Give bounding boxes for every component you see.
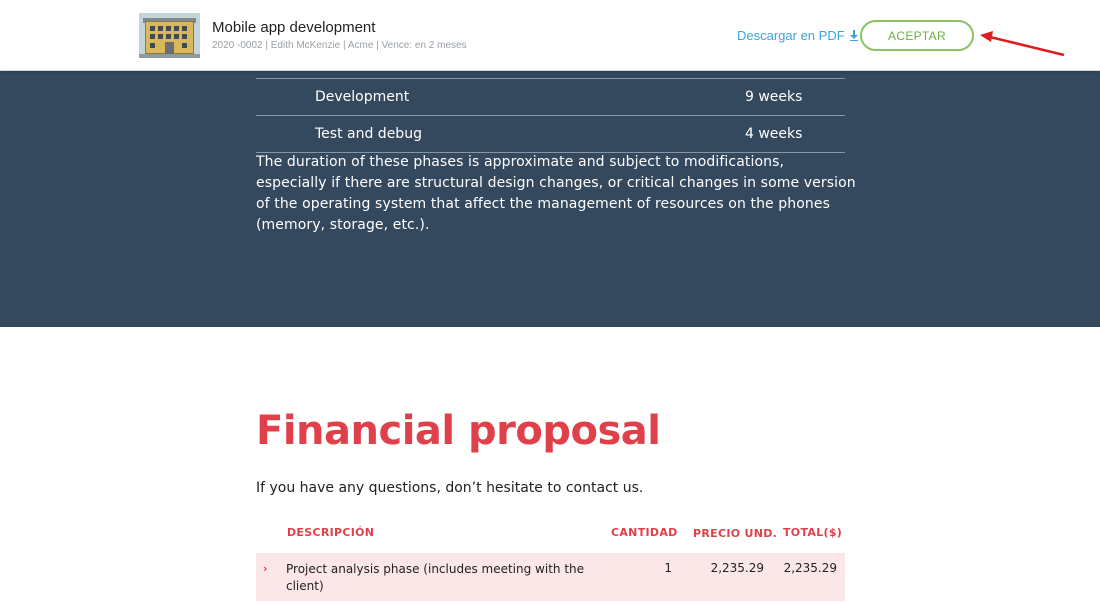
financial-title: Financial proposal bbox=[256, 408, 661, 454]
phase-duration: 4 weeks bbox=[745, 126, 803, 142]
download-pdf-label: Descargar en PDF bbox=[737, 28, 845, 43]
item-unit-price: 2,235.29 bbox=[710, 561, 764, 575]
phase-name: Development bbox=[315, 89, 410, 105]
download-pdf-link[interactable] bbox=[737, 28, 859, 43]
financial-subtitle: If you have any questions, don’t hesitate to contact us. bbox=[256, 480, 644, 496]
download-icon bbox=[850, 30, 859, 41]
accept-button[interactable]: ACEPTAR bbox=[860, 20, 974, 51]
item-description: Project analysis phase (includes meeting with the client) bbox=[286, 562, 585, 593]
phase-duration: 9 weeks bbox=[745, 89, 803, 105]
document-meta: 2020 -0002 | Edith McKenzie | Acme | Vence: en 2 meses bbox=[212, 40, 467, 51]
item-quantity: 1 bbox=[664, 561, 672, 575]
phase-row bbox=[256, 115, 845, 152]
building-logo-icon bbox=[139, 13, 200, 58]
column-header-quantity: CANTIDAD bbox=[611, 526, 678, 539]
document-header bbox=[0, 0, 1100, 71]
red-arrow-annotation bbox=[976, 28, 1068, 62]
column-header-total: TOTAL($) bbox=[783, 526, 843, 539]
phases-note: The duration of these phases is approximate and subject to modifications, especially if there are structural design changes, or critical changes in some version of the operating system that affect the management of resources on the phones (memory, storage, etc.). bbox=[256, 154, 856, 233]
phases-table bbox=[256, 78, 845, 153]
phase-name: Test and debug bbox=[315, 126, 422, 142]
document-title: Mobile app development bbox=[212, 19, 376, 36]
chevron-right-icon[interactable]: › bbox=[263, 562, 268, 575]
phase-row bbox=[256, 78, 845, 115]
table-row[interactable] bbox=[256, 553, 845, 601]
item-total: 2,235.29 bbox=[783, 561, 837, 575]
column-header-unit-price: PRECIO UND. bbox=[693, 527, 778, 540]
column-header-description: DESCRIPCIÓN bbox=[287, 526, 375, 539]
